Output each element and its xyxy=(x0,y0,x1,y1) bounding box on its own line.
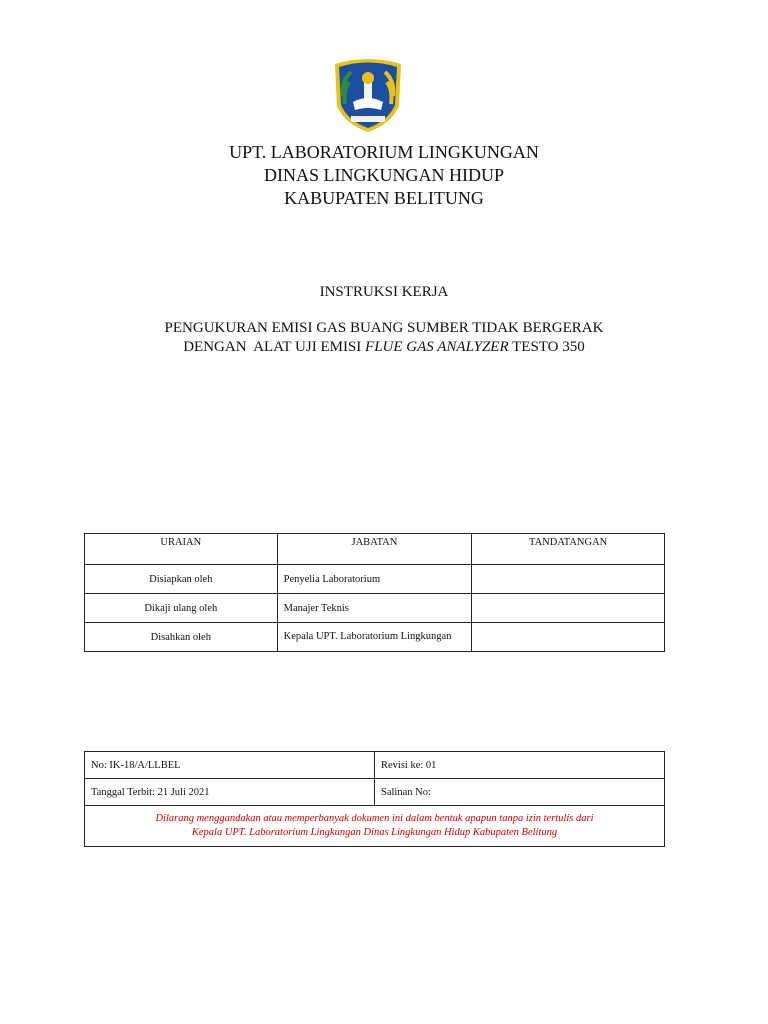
header-uraian: URAIAN xyxy=(85,534,278,565)
org-line-3: KABUPATEN BELITUNG xyxy=(284,188,484,208)
table-row xyxy=(85,565,665,594)
procedure-line-2-prefix: DENGAN ALAT UJI EMISI xyxy=(183,339,366,355)
revision-number: Revisi ke: 01 xyxy=(375,752,665,779)
signature-cell xyxy=(472,623,665,652)
warning-line-1: Dilarang menggandakan atau memperbanyak dokumen ini dalam bentuk apapun tanpa izin tertulis dari xyxy=(155,813,594,824)
signature-cell xyxy=(472,565,665,594)
document-info-table xyxy=(84,751,665,847)
jabatan-cell: Manajer Teknis xyxy=(277,594,472,623)
procedure-title xyxy=(0,319,768,357)
issue-date: Tanggal Terbit: 21 Juli 2021 xyxy=(85,779,375,806)
emblem-icon xyxy=(331,56,405,134)
jabatan-cell: Kepala UPT. Laboratorium Lingkungan xyxy=(277,623,472,652)
org-line-2: DINAS LINGKUNGAN HIDUP xyxy=(264,165,504,185)
jabatan-cell: Penyelia Laboratorium xyxy=(277,565,472,594)
procedure-line-2 xyxy=(0,338,768,357)
document-number: No: IK-18/A/LLBEL xyxy=(85,752,375,779)
document-type: INSTRUKSI KERJA xyxy=(319,284,449,300)
procedure-line-2-suffix: TESTO 350 xyxy=(508,339,585,355)
table-row xyxy=(85,594,665,623)
kabupaten-logo xyxy=(331,56,405,134)
table-row xyxy=(85,752,665,779)
header-tandatangan: TANDATANGAN xyxy=(472,534,665,565)
uraian-cell: Dikaji ulang oleh xyxy=(85,594,278,623)
procedure-line-2-italic: FLUE GAS ANALYZER xyxy=(365,339,509,355)
org-line-1: UPT. LABORATORIUM LINGKUNGAN xyxy=(229,142,539,162)
table-header-row xyxy=(85,534,665,565)
organization-title xyxy=(0,141,768,210)
uraian-cell: Disahkan oleh xyxy=(85,623,278,652)
table-row xyxy=(85,806,665,847)
procedure-line-1: PENGUKURAN EMISI GAS BUANG SUMBER TIDAK BERGERAK xyxy=(164,320,604,336)
copy-number: Salinan No: xyxy=(375,779,665,806)
signature-cell xyxy=(472,594,665,623)
copy-warning xyxy=(85,806,665,847)
warning-line-2: Kepala UPT. Laboratorium Lingkungan Dinas Lingkungan Hidup Kabupaten Belitung xyxy=(191,827,558,838)
approval-table xyxy=(84,533,665,652)
uraian-cell: Disiapkan oleh xyxy=(85,565,278,594)
header-jabatan: JABATAN xyxy=(277,534,472,565)
table-row xyxy=(85,623,665,652)
table-row xyxy=(85,779,665,806)
